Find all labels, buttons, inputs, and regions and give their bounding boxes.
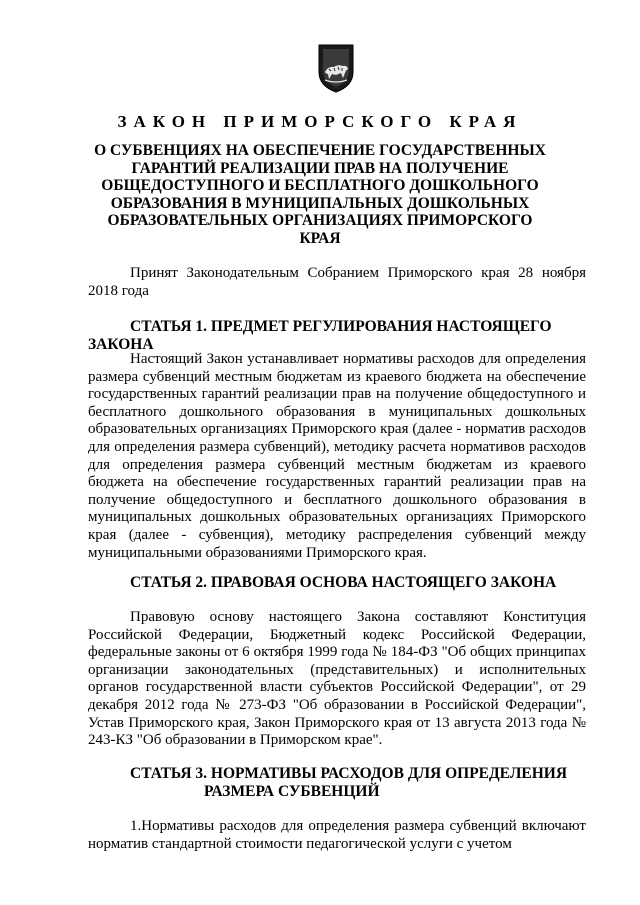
primorsky-coat-of-arms-icon bbox=[316, 42, 356, 94]
article-3-heading bbox=[88, 765, 586, 801]
article-3-heading-line1: СТАТЬЯ 3. НОРМАТИВЫ РАСХОДОВ ДЛЯ ОПРЕДЕЛЕНИЯ bbox=[130, 765, 568, 782]
article-3-text: 1.Нормативы расходов для определения размера субвенций включают норматив стандартной стоимости педагогической услуги с учетом bbox=[88, 818, 586, 852]
adoption-note: Принят Законодательным Собранием Приморского края 28 ноября 2018 года bbox=[88, 265, 586, 299]
article-2-heading: СТАТЬЯ 2. ПРАВОВАЯ ОСНОВА НАСТОЯЩЕГО ЗАКОНА bbox=[130, 574, 557, 591]
law-subtitle: О СУБВЕНЦИЯХ НА ОБЕСПЕЧЕНИЕ ГОСУДАРСТВЕННЫХ ГАРАНТИЙ РЕАЛИЗАЦИИ ПРАВ НА ПОЛУЧЕНИЕ ОБЩЕДОСТУПНОГО И БЕСПЛАТНОГО ДОШКОЛЬНОГО ОБРАЗОВАНИЯ В МУНИЦИПАЛЬНЫХ ДОШКОЛЬНЫХ ОБРАЗОВАТЕЛЬНЫХ ОРГАНИЗАЦИЯХ ПРИМОРСКОГО КРАЯ bbox=[94, 142, 546, 247]
article-1-heading: СТАТЬЯ 1. ПРЕДМЕТ РЕГУЛИРОВАНИЯ НАСТОЯЩЕГО ЗАКОНА bbox=[88, 318, 552, 353]
article-3-heading-line2: РАЗМЕРА СУБВЕНЦИЙ bbox=[204, 783, 380, 800]
article-2-text: Правовую основу настоящего Закона составляют Конституция Российской Федерации, Бюджетный кодекс Российской Федерации, федеральные законы от 6 октября 1999 года № 184-ФЗ "Об общих принципах организации законодательных (представительных) и исполнительных органов государственной власти субъектов Российской Федерации", от 29 декабря 2012 года № 273-ФЗ "Об образовании в Российской Федерации", Устав Приморского края, Закон Приморского края от 13 августа 2013 года № 243-КЗ "Об образовании в Приморском крае". bbox=[88, 609, 586, 749]
article-1-text: Настоящий Закон устанавливает нормативы расходов для определения размера субвенций местным бюджетам из краевого бюджета на обеспечение государственных гарантий реализации прав на получение общедоступного и бесплатного дошкольного образования в муниципальных дошкольных образовательных организациях Приморского края (далее - норматив расходов для определения размера субвенций), методику расчета нормативов расходов для определения размера субвенций местным бюджетам из краевого бюджета на обеспечение государственных гарантий реализации прав на получение общедоступного и бесплатного дошкольного образования в муниципальных дошкольных образовательных организациях Приморского края (далее - субвенция), методику распределения субвенций между муниципальными образованиями Приморского края. bbox=[88, 351, 586, 561]
law-title: ЗАКОН ПРИМОРСКОГО КРАЯ bbox=[117, 112, 523, 131]
